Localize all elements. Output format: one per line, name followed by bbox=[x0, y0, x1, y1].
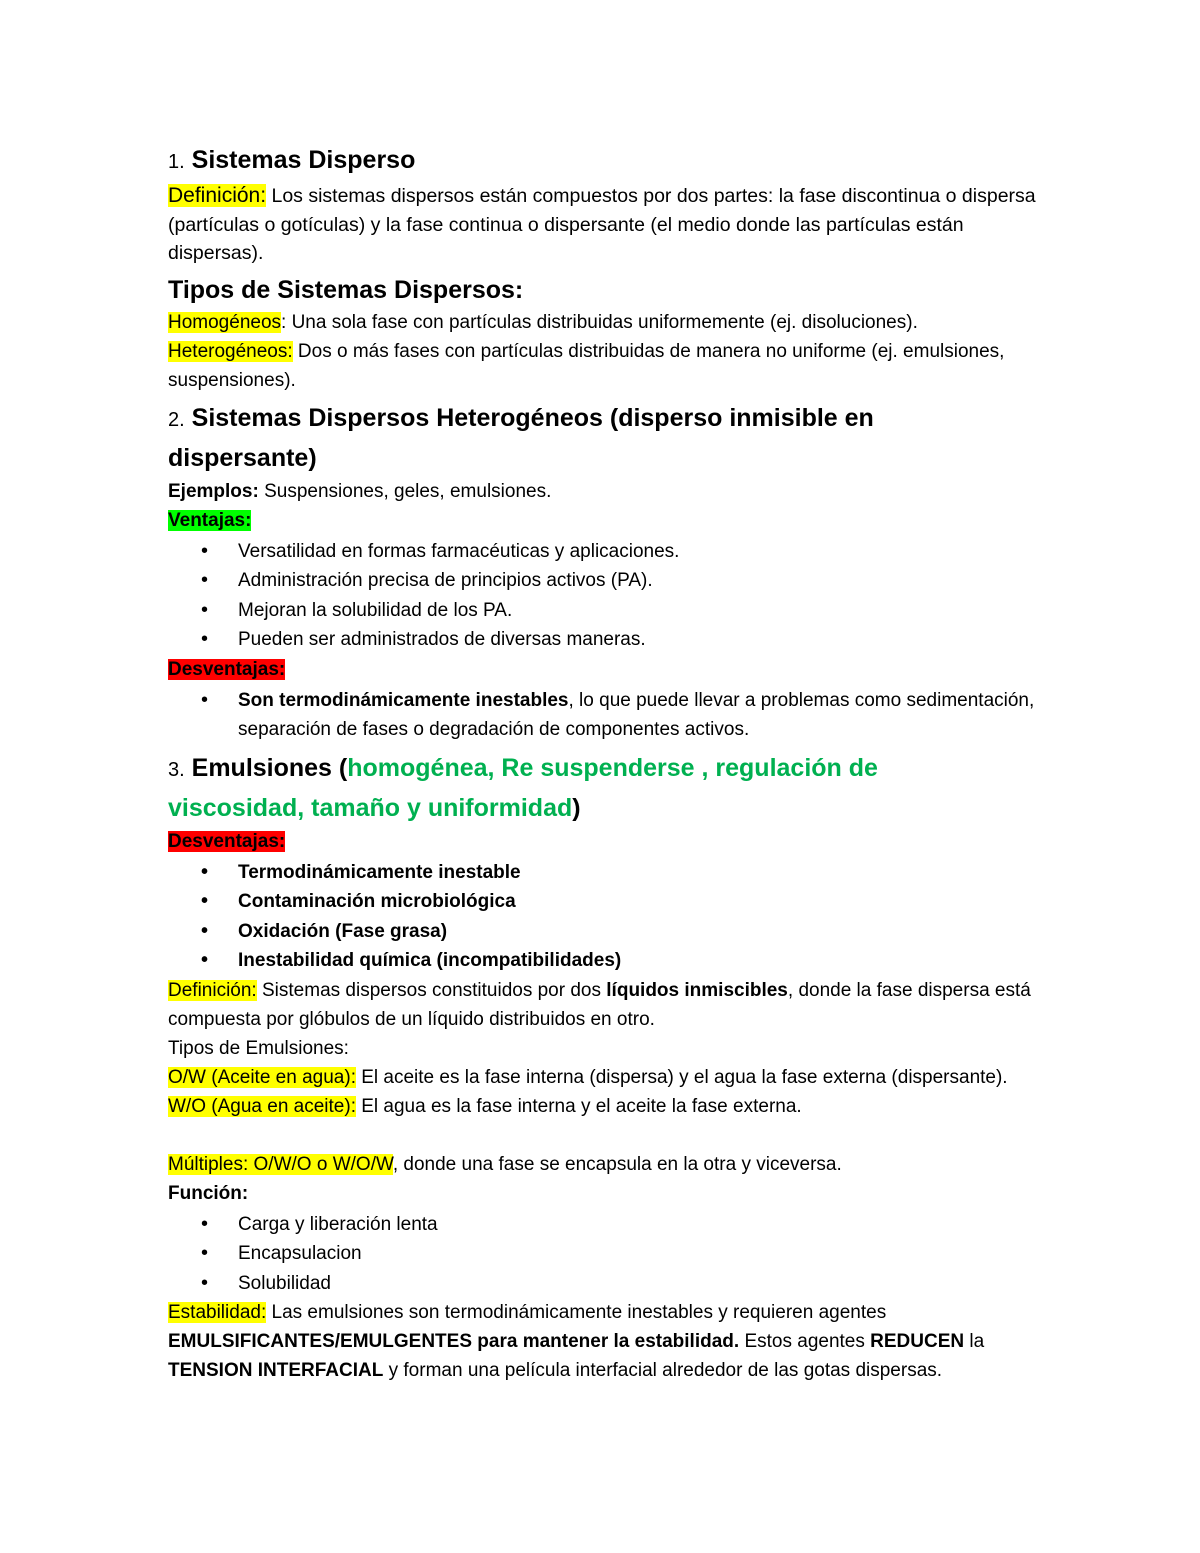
stability-paragraph bbox=[168, 1298, 1048, 1385]
list-item bbox=[168, 686, 1048, 745]
section-3-heading bbox=[168, 749, 968, 827]
list-item: • Administración precisa de principios activos (PA). bbox=[168, 566, 1048, 596]
section-2-heading bbox=[168, 399, 968, 477]
document-page bbox=[168, 140, 1048, 1385]
stability-bold-3: TENSION INTERFACIAL bbox=[168, 1360, 384, 1381]
heterogeneous-label: Heterogéneos: bbox=[168, 340, 293, 362]
advantages-label: Ventajas: bbox=[168, 509, 252, 531]
emulsion-definition bbox=[168, 976, 1048, 1034]
stability-text-1: Las emulsiones son termodinámicamente inestables y requieren agentes bbox=[266, 1302, 887, 1323]
ow-text: El aceite es la fase interna (dispersa) y el agua la fase externa (dispersante). bbox=[355, 1066, 1008, 1088]
multiple-item bbox=[168, 1150, 1048, 1179]
stability-label: Estabilidad: bbox=[168, 1302, 267, 1323]
list-item: • Pueden ser administrados de diversas maneras. bbox=[168, 625, 1048, 655]
disadvantages-heading bbox=[168, 655, 1048, 684]
section-3-title-green: homogénea, Re suspenderse , regulación de viscosidad, tamaño y uniformidad bbox=[168, 753, 878, 822]
section-1-definition bbox=[168, 182, 1048, 268]
section-3-number: 3. bbox=[168, 758, 185, 781]
advantages-list bbox=[168, 537, 1048, 655]
emulsion-disadvantages-list bbox=[168, 858, 1048, 976]
blank-line bbox=[168, 1121, 1048, 1150]
multiple-label: Múltiples: O/W/O o W/O/W bbox=[168, 1153, 393, 1175]
function-list bbox=[168, 1210, 1048, 1299]
stability-bold-2: REDUCEN bbox=[870, 1331, 965, 1352]
list-item: • Encapsulacion bbox=[168, 1239, 1048, 1269]
heterogeneous-item bbox=[168, 337, 1048, 395]
emulsion-disadvantages-label: Desventajas: bbox=[168, 830, 286, 852]
section-1-heading bbox=[168, 142, 1048, 180]
list-item: • Termodinámicamente inestable bbox=[168, 858, 1048, 888]
examples-text: Suspensiones, geles, emulsiones. bbox=[258, 480, 552, 502]
stability-bold-1: EMULSIFICANTES/EMULGENTES para mantener la estabilidad. bbox=[168, 1331, 740, 1352]
examples-line bbox=[168, 477, 1048, 506]
emulsion-definition-bold: líquidos inmiscibles bbox=[606, 979, 788, 1001]
list-item: • Contaminación microbiológica bbox=[168, 887, 1048, 917]
emulsion-definition-label: Definición: bbox=[168, 979, 257, 1001]
disadvantage-bold: Son termodinámicamente inestables bbox=[238, 689, 569, 711]
emulsion-definition-text-2: , donde la fase dispersa está compuesta por glóbulos de un líquido distribuidos en otro. bbox=[168, 979, 1031, 1030]
examples-label: Ejemplos: bbox=[168, 480, 259, 502]
definition-label: Definición: bbox=[168, 184, 267, 207]
stability-text-3: la bbox=[964, 1331, 985, 1352]
homogeneous-item bbox=[168, 308, 1048, 337]
section-3-title-start: Emulsiones ( bbox=[191, 753, 348, 782]
heterogeneous-text: Dos o más fases con partículas distribuidas de manera no uniforme (ej. emulsiones, suspensiones). bbox=[168, 340, 1005, 391]
wo-item bbox=[168, 1092, 1048, 1121]
definition-text: Los sistemas dispersos están compuestos por dos partes: la fase discontinua o dispersa (partículas o gotículas) y la fase continua o dispersante (el medio donde las partículas están dispersas). bbox=[168, 185, 1036, 264]
function-label: Función: bbox=[168, 1182, 249, 1204]
disadvantages-label: Desventajas: bbox=[168, 658, 286, 680]
list-item: • Inestabilidad química (incompatibilidades) bbox=[168, 946, 1048, 976]
multiple-text: , donde una fase se encapsula en la otra y viceversa. bbox=[392, 1153, 842, 1175]
list-item: • Versatilidad en formas farmacéuticas y aplicaciones. bbox=[168, 537, 1048, 567]
wo-label: W/O (Agua en aceite): bbox=[168, 1095, 356, 1117]
list-item: • Solubilidad bbox=[168, 1269, 1048, 1299]
list-item: • Mejoran la solubilidad de los PA. bbox=[168, 596, 1048, 626]
section-3-title-end: ) bbox=[572, 793, 581, 822]
list-item: • Carga y liberación lenta bbox=[168, 1210, 1048, 1240]
stability-text-2: Estos agentes bbox=[739, 1331, 871, 1352]
section-2-number: 2. bbox=[168, 408, 185, 431]
emulsion-types-label: Tipos de Emulsiones: bbox=[168, 1037, 349, 1059]
list-item: • Oxidación (Fase grasa) bbox=[168, 917, 1048, 947]
ow-item bbox=[168, 1063, 1048, 1092]
types-heading: Tipos de Sistemas Dispersos: bbox=[168, 275, 524, 304]
stability-text-4: y forman una película interfacial alrededor de las gotas dispersas. bbox=[383, 1360, 943, 1381]
disadvantage-text: , lo que puede llevar a problemas como sedimentación, separación de fases o degradación de componentes activos. bbox=[238, 689, 1035, 740]
section-2-title: Sistemas Dispersos Heterogéneos (disperso inmisible en dispersante) bbox=[168, 403, 874, 472]
ow-label: O/W (Aceite en agua): bbox=[168, 1066, 356, 1088]
wo-text: El agua es la fase interna y el aceite la fase externa. bbox=[355, 1095, 802, 1117]
section-1-number: 1. bbox=[168, 151, 185, 173]
advantages-heading bbox=[168, 506, 1048, 535]
section-1-title: Sistemas Disperso bbox=[191, 146, 416, 174]
homogeneous-label: Homogéneos bbox=[168, 311, 282, 333]
emulsion-definition-text: Sistemas dispersos constituidos por dos bbox=[256, 979, 607, 1001]
emulsion-disadvantages-heading bbox=[168, 827, 1048, 856]
disadvantages-list bbox=[168, 686, 1048, 745]
homogeneous-text: : Una sola fase con partículas distribuidas uniformemente (ej. disoluciones). bbox=[281, 311, 918, 333]
